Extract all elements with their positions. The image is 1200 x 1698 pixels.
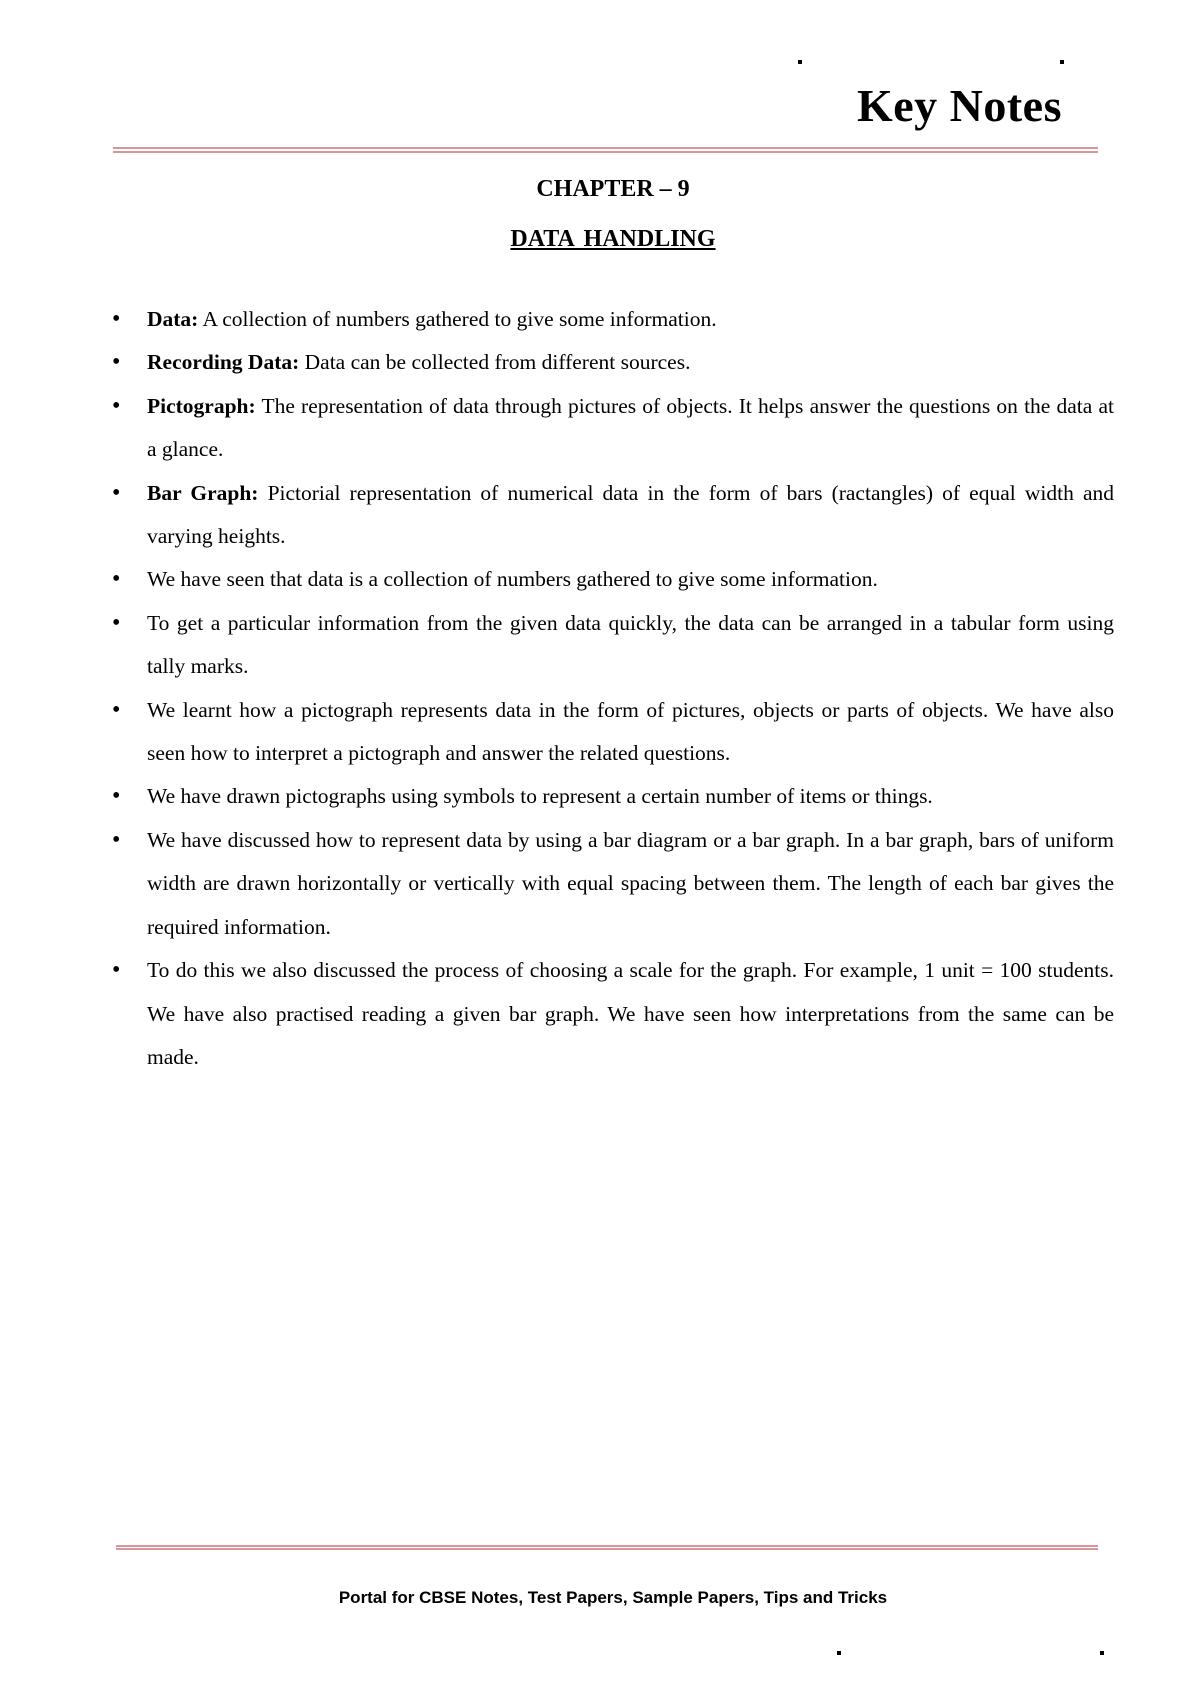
note-item <box>147 775 1114 818</box>
note-item <box>147 298 1114 341</box>
note-text: A collection of numbers gathered to give some information. <box>198 307 717 331</box>
corner-dot-top-left <box>798 60 802 64</box>
corner-dot-bottom-left <box>837 1651 841 1655</box>
note-item <box>147 949 1114 1079</box>
note-text: We have drawn pictographs using symbols to represent a certain number of items or things. <box>147 784 933 809</box>
note-item <box>147 602 1114 689</box>
note-item <box>147 472 1114 559</box>
note-term: Data: <box>147 307 199 331</box>
chapter-heading: CHAPTER – 9 <box>536 176 690 202</box>
note-item <box>147 341 1114 384</box>
header-divider <box>113 147 1098 153</box>
note-text: Pictorial representation of numerical data in the form of bars (ractangles) of equal width and varying heights. <box>147 480 1114 549</box>
note-term: Pictograph: <box>147 393 256 418</box>
note-text: We have discussed how to represent data by using a bar diagram or a bar graph. In a bar graph, bars of uniform width are drawn horizontally or vertically with equal spacing between them. The length of each bar gives the required information. <box>147 827 1114 939</box>
note-term: Bar Graph: <box>147 480 259 505</box>
key-notes-list <box>147 298 1114 1079</box>
note-item <box>147 689 1114 776</box>
note-text: The representation of data through pictures of objects. It helps answer the questions on the data at a glance. <box>147 393 1114 462</box>
chapter-title: DATA HANDLING <box>510 226 716 252</box>
note-text: To do this we also discussed the process of choosing a scale for the graph. For example, 1 unit = 100 students. We have also practised reading a given bar graph. We have seen how interpretations from the same can be made. <box>147 958 1114 1069</box>
corner-dot-bottom-right <box>1100 1651 1104 1655</box>
note-text: Data can be collected from different sources. <box>299 350 691 375</box>
note-item <box>147 385 1114 472</box>
page-header-title: Key Notes <box>856 80 1062 131</box>
footer-divider <box>116 1545 1098 1550</box>
note-text: We learnt how a pictograph represents data in the form of pictures, objects or parts of objects. We have also seen how to interpret a pictograph and answer the related questions. <box>147 697 1114 766</box>
note-item <box>147 558 1114 601</box>
note-text: We have seen that data is a collection of numbers gathered to give some information. <box>147 567 878 592</box>
note-term: Recording Data: <box>147 350 300 375</box>
note-item <box>147 819 1114 949</box>
note-text: To get a particular information from the given data quickly, the data can be arranged in a tabular form using tally marks. <box>147 610 1114 679</box>
corner-dot-top-right <box>1060 60 1064 64</box>
page-footer-text: Portal for CBSE Notes, Test Papers, Sample Papers, Tips and Tricks <box>338 1588 888 1607</box>
